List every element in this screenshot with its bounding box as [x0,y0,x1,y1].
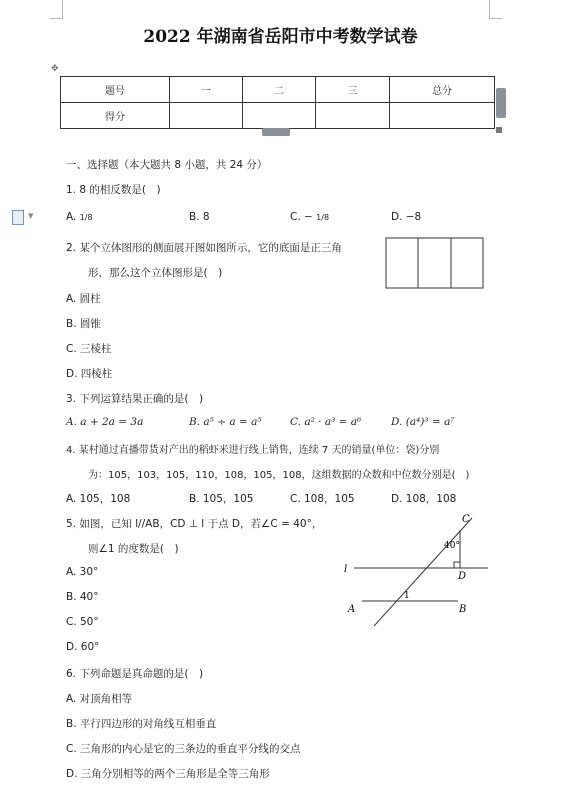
q2-option-c: C. 三棱柱 [66,343,112,355]
table-row [61,77,495,103]
q1-option-b: B. 8 [189,211,210,223]
table-cell[interactable]: 题号 [61,77,170,103]
question-1-stem: 1. 8 的相反数是( ) [66,184,161,196]
q3-option-d: D. (a⁴)³ = a⁷ [391,416,455,428]
q1-option-a [66,211,93,223]
q5-option-c: C. 50° [66,616,99,628]
label-a: A [348,604,356,615]
q6-option-c: C. 三角形的内心是它的三条边的垂直平分线的交点 [66,743,301,755]
q5-geometry-figure [338,508,498,633]
q2-net-figure [385,237,485,289]
document-note-icon[interactable] [12,210,24,225]
section-heading: 一、选择题（本大题共 8 小题，共 24 分） [66,159,268,171]
q4-option-a: A. 105，108 [66,493,131,505]
q3-option-b: B. a⁵ ÷ a = a⁵ [189,416,262,428]
question-3-stem: 3. 下列运算结果正确的是( ) [66,393,204,405]
q1-option-a-label: A. [66,211,77,223]
table-cell[interactable] [390,103,495,129]
q1-option-c-value: 1/8 [316,213,330,222]
q4-option-b: B. 105，105 [189,493,254,505]
table-cell[interactable]: 得分 [61,103,170,129]
label-l: l [344,564,348,575]
q5-option-d: D. 60° [66,641,100,653]
q6-option-a: A. 对顶角相等 [66,693,133,705]
q2-option-a: A. 圆柱 [66,293,101,305]
crop-mark-top-right [489,0,502,19]
q6-option-b: B. 平行四边形的对角线互相垂直 [66,718,217,730]
table-cell[interactable]: 总分 [390,77,495,103]
add-column-handle[interactable] [496,88,506,118]
table-cell[interactable]: 一 [170,77,243,103]
q4-option-c: C. 108，105 [290,493,355,505]
crop-mark-top-left [50,0,63,19]
q5-option-b: B. 40° [66,591,99,603]
question-5-line-2: 则∠1 的度数是( ) [88,543,179,555]
label-c: C [462,514,470,525]
question-5-line-1: 5. 如图，已知 l//AB，CD ⊥ l 于点 D，若∠C = 40°， [66,518,323,530]
q1-option-c-label: C. − [290,211,313,223]
table-cell[interactable] [243,103,316,129]
table-resize-handle-icon[interactable] [496,127,502,133]
q2-option-b: B. 圆锥 [66,318,101,330]
q1-option-d: D. −8 [391,211,422,223]
question-4-line-1: 4. 某村通过直播带货对产出的稻虾米进行线上销售，连续 7 天的销量(单位：袋)分别 [66,445,440,456]
q3-option-c: C. a² · a³ = a⁶ [290,416,362,428]
table-cell[interactable] [316,103,390,129]
label-angle-1: 1 [404,591,410,601]
question-2-line-1: 2. 某个立体图形的侧面展开图如图所示，它的底面是正三角 [66,242,342,254]
q6-option-d: D. 三角分别相等的两个三角形是全等三角形 [66,768,270,780]
chevron-down-icon[interactable]: ▼ [28,212,34,220]
question-4-line-2: 为：105，103，105，110，108，105，108，这组数据的众数和中位数分别是( ) [88,470,470,481]
q5-option-a: A. 30° [66,566,99,578]
label-angle-40: 40° [444,541,460,551]
q4-option-d: D. 108，108 [391,493,457,505]
table-cell[interactable]: 二 [243,77,316,103]
q1-option-a-value: 1/8 [79,213,93,222]
table-move-handle-icon[interactable]: ✥ [51,64,59,74]
table-cell[interactable] [170,103,243,129]
label-b: B [459,604,467,615]
question-6-stem: 6. 下列命题是真命题的是( ) [66,668,204,680]
add-row-handle[interactable] [262,128,290,136]
q3-option-a: A. a + 2a = 3a [66,416,144,428]
q1-option-c [290,211,329,223]
q2-option-d: D. 四棱柱 [66,368,113,380]
table-cell[interactable]: 三 [316,77,390,103]
question-2-line-2: 形，那么这个立体图形是( ) [88,267,223,279]
label-d: D [458,571,467,582]
table-row [61,103,495,129]
score-table [60,76,495,129]
page-title: 2022 年湖南省岳阳市中考数学试卷 [143,27,418,47]
